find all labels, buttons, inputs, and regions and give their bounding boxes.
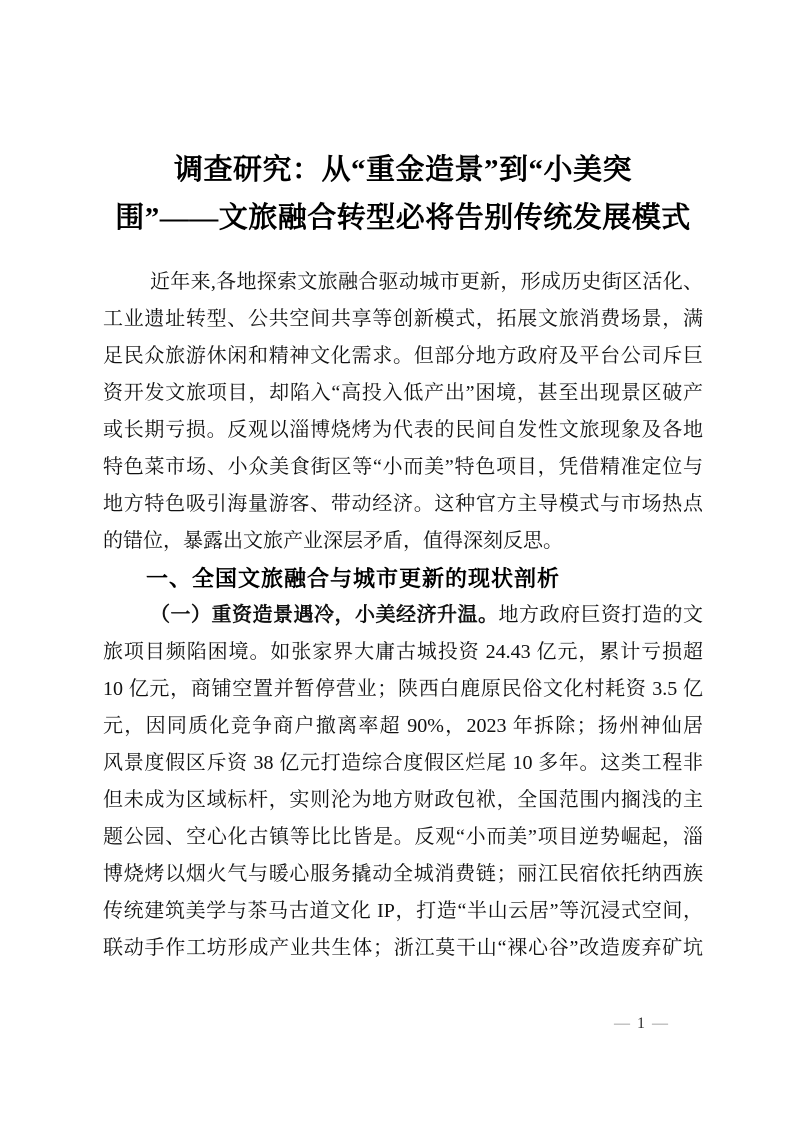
paragraph-lead-emphasis: （一）重资造景遇冷，小美经济升温。 xyxy=(150,604,499,626)
body-line: 的错位，暴露出文旅产业深层矛盾，值得深刻反思。 xyxy=(103,530,563,552)
document-body xyxy=(103,264,703,967)
body-line xyxy=(103,597,703,634)
body-line: 但未成为区域标杆，实则沦为地方财政包袱，全国范围内搁浅的主 xyxy=(103,789,703,811)
body-line: 博烧烤以烟火气与暖心服务撬动全城消费链；丽江民宿依托纳西族 xyxy=(103,863,703,885)
body-line: 近年来,各地探索文旅融合驱动城市更新，形成历史街区活化、 xyxy=(150,271,703,293)
body-line: 10 亿元，商铺空置并暂停营业；陕西白鹿原民俗文化村耗资 3.5 亿 xyxy=(103,678,703,700)
body-line: 旅项目频陷困境。如张家界大庸古城投资 24.43 亿元，累计亏损超 xyxy=(103,641,703,663)
body-line: 或长期亏损。反观以淄博烧烤为代表的民间自发性文旅现象及各地 xyxy=(103,419,703,441)
body-line: 元，因同质化竞争商户撤离率超 90%，2023 年拆除；扬州神仙居 xyxy=(103,715,703,737)
body-line: 联动手作工坊形成产业共生体；浙江莫干山“裸心谷”改造废弃矿坑 xyxy=(103,937,703,959)
page-number xyxy=(608,1012,675,1036)
title-line-1: 调查研究：从“重金造景”到“小美突 xyxy=(173,154,632,186)
page-number-right-dash: — xyxy=(652,1015,669,1032)
section-heading: 一、全国文旅融合与城市更新的现状剖析 xyxy=(146,566,561,591)
body-line: 题公园、空心化古镇等比比皆是。反观“小而美”项目逆势崛起，淄 xyxy=(103,826,703,848)
document-title xyxy=(103,146,703,242)
body-line: 传统建筑美学与茶马古道文化 IP，打造“半山云居”等沉浸式空间， xyxy=(103,900,703,922)
body-line: 足民众旅游休闲和精神文化需求。但部分地方政府及平台公司斥巨 xyxy=(103,345,703,367)
body-line: 工业遗址转型、公共空间共享等创新模式，拓展文旅消费场景，满 xyxy=(103,308,703,330)
paragraph-lead-rest: 地方政府巨资打造的文 xyxy=(498,604,703,626)
page-number-value: 1 xyxy=(637,1015,646,1032)
page-number-left-dash: — xyxy=(614,1015,631,1032)
body-line: 风景度假区斥资 38 亿元打造综合度假区烂尾 10 多年。这类工程非 xyxy=(103,752,703,774)
title-line-2: 围”——文旅融合转型必将告别传统发展模式 xyxy=(115,202,691,234)
body-line: 地方特色吸引海量游客、带动经济。这种官方主导模式与市场热点 xyxy=(103,493,703,515)
body-line: 资开发文旅项目，却陷入“高投入低产出”困境，甚至出现景区破产 xyxy=(103,382,703,404)
body-line: 特色菜市场、小众美食街区等“小而美”特色项目，凭借精准定位与 xyxy=(103,456,703,478)
